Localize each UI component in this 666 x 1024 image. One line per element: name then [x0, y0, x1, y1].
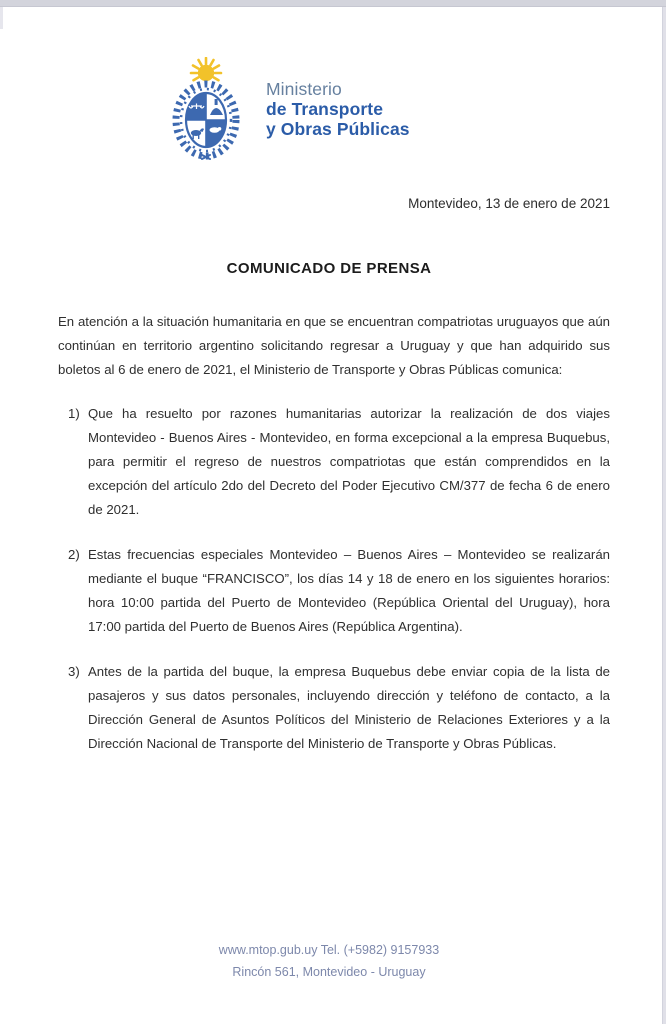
- list-item-number: 2): [68, 547, 80, 562]
- list-item: [58, 660, 610, 756]
- footer-website-phone: www.mtop.gub.uy Tel. (+5982) 9157933: [218, 943, 440, 957]
- viewer-left-edge: [0, 7, 3, 29]
- ministry-name: [266, 79, 410, 139]
- sun-icon: [198, 65, 214, 81]
- list-item-text: Estas frecuencias especiales Montevideo – Buenos Aires – Montevideo se realizarán mediante el buque “FRANCISCO”, los días 14 y 18 de enero en los siguientes horarios: hora 10:00 partida del Puerto de Montevideo (República Oriental del Uruguay), hora 17:00 partida del Puerto de Buenos Aires (República Argentina).: [88, 547, 610, 634]
- list-item-number: 3): [68, 664, 80, 679]
- list-item-text: Que ha resuelto por razones humanitarias autorizar la realización de dos viajes Montevideo - Buenos Aires - Montevideo, en forma excepcional a la empresa Buquebus, para permitir el regreso de nuestros compatriotas que están comprendidos en la excepción del artículo 2do del Decreto del Poder Ejecutivo CM/377 de fecha 6 de enero de 2021.: [88, 406, 610, 517]
- footer-address: Rincón 561, Montevideo - Uruguay: [232, 965, 426, 979]
- list-item: [58, 543, 610, 639]
- ministry-name-line3: y Obras Públicas: [266, 119, 410, 139]
- list-item: [58, 402, 610, 522]
- ministry-name-line2: de Transporte: [266, 99, 384, 119]
- coat-of-arms-uruguay-icon: [160, 57, 252, 161]
- ministry-logo: [160, 57, 410, 161]
- list-item-text: Antes de la partida del buque, la empresa Buquebus debe enviar copia de la lista de pasajeros y sus datos personales, incluyendo dirección y teléfono de contacto, a la Dirección General de Asuntos Políticos del Ministerio de Relaciones Exteriores y a la Dirección Nacional de Transporte del Ministerio de Transporte y Obras Públicas.: [88, 664, 610, 751]
- footer-contact: [0, 939, 658, 983]
- viewer-right-edge: [662, 7, 666, 1024]
- press-release-title: COMUNICADO DE PRENSA: [226, 260, 432, 277]
- ministry-name-line1: Ministerio: [266, 79, 342, 99]
- viewer-top-edge: [0, 0, 666, 7]
- intro-paragraph: En atención a la situación humanitaria en que se encuentran compatriotas uruguayos que aún continúan en territorio argentino solicitando regresar a Uruguay y que han adquirido sus boletos al 6 de enero de 2021, el Ministerio de Transporte y Obras Públicas comunica:: [58, 314, 610, 377]
- dateline: Montevideo, 13 de enero de 2021: [408, 196, 610, 211]
- numbered-list: [58, 402, 610, 777]
- list-item-number: 1): [68, 406, 80, 421]
